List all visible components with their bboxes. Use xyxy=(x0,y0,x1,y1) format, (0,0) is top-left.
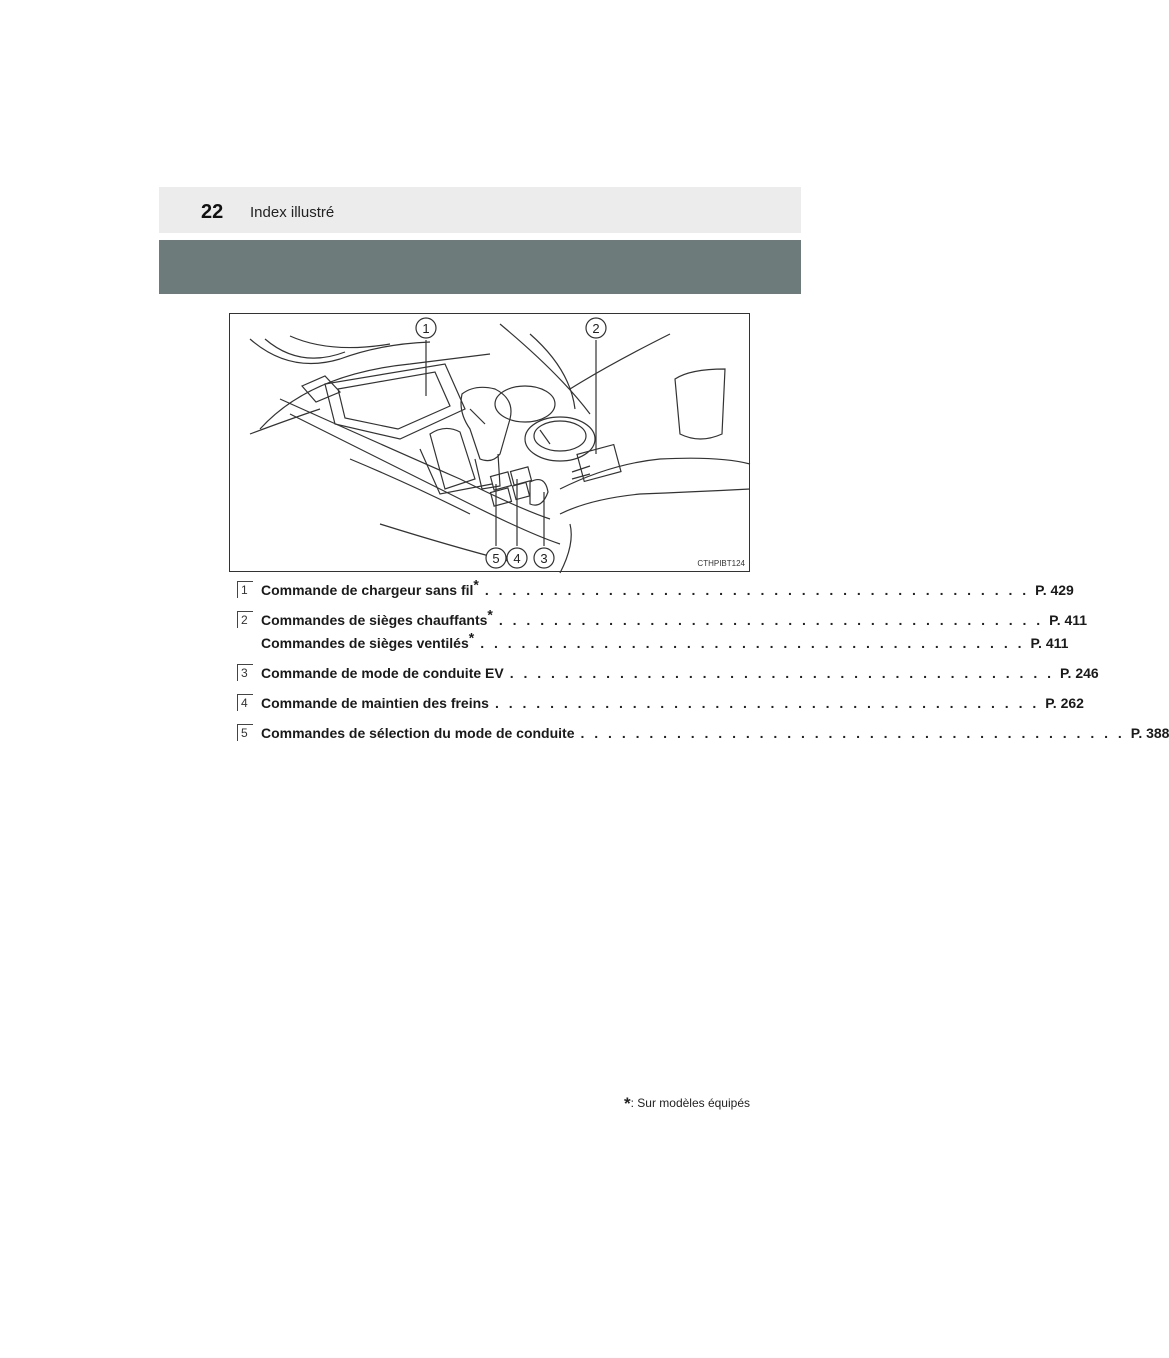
item-number: 1 xyxy=(237,581,253,598)
page-reference[interactable]: P. 429 xyxy=(1035,581,1074,598)
item-line xyxy=(237,605,1088,631)
item-label: Commande de maintien des freins xyxy=(261,694,489,711)
callout-3: 3 xyxy=(540,551,548,566)
callout-4: 4 xyxy=(513,551,521,566)
page-number: 22 xyxy=(201,201,224,223)
item-line xyxy=(237,575,1074,601)
list-item-3 xyxy=(237,661,1099,684)
leader-dots: . . . . . . . . . . . . . . . . . . . . . . . . . . . . . . . . . . . . . . . . xyxy=(480,634,1025,651)
leader-dots: . . . . . . . . . . . . . . . . . . . . . . . . . . . . . . . . . . . . . . . . xyxy=(498,611,1044,628)
item-number: 4 xyxy=(237,694,253,711)
item-star: * xyxy=(468,628,475,645)
item-label: Commandes de sélection du mode de conduite xyxy=(261,724,575,741)
item-number: 3 xyxy=(237,664,253,681)
item-line xyxy=(237,691,1084,714)
item-number: 5 xyxy=(237,724,253,741)
callout-1: 1 xyxy=(422,321,430,336)
footnote-star: * xyxy=(623,1094,631,1113)
item-label: Commande de mode de conduite EV xyxy=(261,664,504,681)
page-header xyxy=(159,187,801,233)
list-item-5 xyxy=(237,721,1169,744)
page-reference[interactable]: P. 262 xyxy=(1045,694,1084,711)
page-reference[interactable]: P. 411 xyxy=(1049,611,1088,628)
leader-dots: . . . . . . . . . . . . . . . . . . . . . . . . . . . . . . . . . . . . . . . . xyxy=(509,664,1054,681)
header-band xyxy=(159,240,801,294)
item-label: Commandes de sièges ventilés xyxy=(261,634,469,651)
page-reference[interactable]: P. 388 xyxy=(1130,724,1169,741)
leader-dots: . . . . . . . . . . . . . . . . . . . . . . . . . . . . . . . . . . . . . . . . xyxy=(484,581,1030,598)
section-title: Index illustré xyxy=(250,204,335,221)
footnote xyxy=(624,1094,750,1114)
leader-dots: . . . . . . . . . . . . . . . . . . . . . . . . . . . . . . . . . . . . . . . . xyxy=(494,694,1040,711)
list-item-2 xyxy=(237,605,1088,654)
page-reference[interactable]: P. 246 xyxy=(1060,664,1099,681)
leader-dots: . . . . . . . . . . . . . . . . . . . . . . . . . . . . . . . . . . . . . . . . xyxy=(580,724,1125,741)
console-illustration xyxy=(229,313,750,572)
item-list xyxy=(237,575,1169,751)
callout-5: 5 xyxy=(492,551,500,566)
item-star: * xyxy=(473,575,479,592)
list-item-4 xyxy=(237,691,1084,714)
item-line xyxy=(237,628,1069,654)
console-drawing xyxy=(230,314,751,573)
item-label: Commande de chargeur sans fil xyxy=(261,581,474,598)
page-reference[interactable]: P. 411 xyxy=(1030,634,1069,651)
item-line xyxy=(237,721,1169,744)
figure-code: CTHPIBT124 xyxy=(697,559,745,568)
item-number: 2 xyxy=(237,611,253,628)
item-star: * xyxy=(487,605,493,622)
callout-2: 2 xyxy=(592,321,600,336)
item-line xyxy=(237,661,1099,684)
item-label: Commandes de sièges chauffants xyxy=(261,611,488,628)
footnote-text: : Sur modèles équipés xyxy=(630,1096,750,1111)
list-item-1 xyxy=(237,575,1074,601)
